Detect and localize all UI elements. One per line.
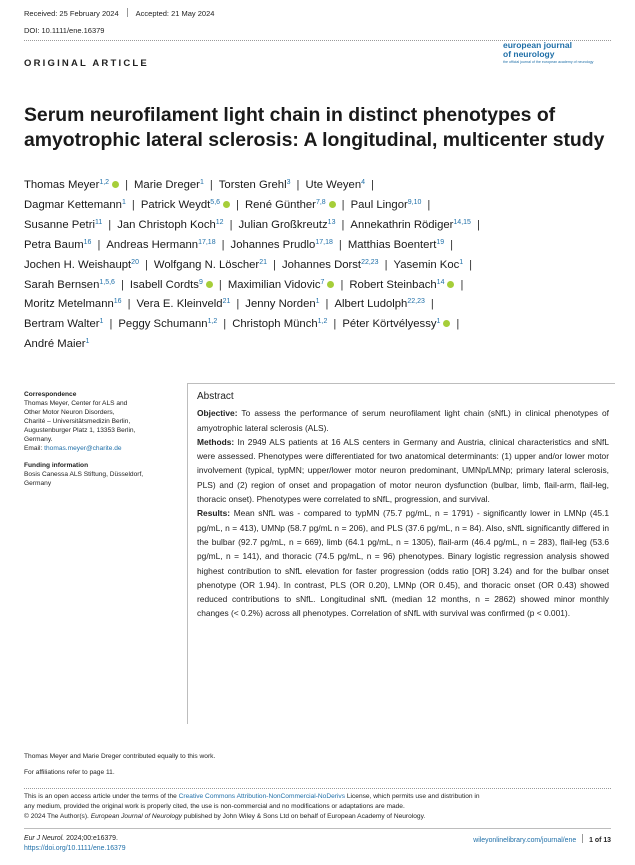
author-separator: | [340,278,344,291]
affiliation-number[interactable]: 11 [94,218,103,226]
orcid-icon[interactable] [223,201,230,208]
author-separator: | [229,218,233,231]
author-separator: | [469,258,473,271]
author-separator: | [125,179,129,191]
author-name-text: Susanne Petri [24,218,95,231]
abstract-methods [197,435,609,506]
author-name-text: Matthias Boentert [347,238,437,251]
author-separator: | [273,258,276,271]
author-name[interactable] [106,239,215,251]
orcid-icon[interactable] [329,201,336,208]
author-line [24,256,614,276]
affiliation-number[interactable]: 13 [327,218,336,226]
author-separator: | [476,218,480,231]
author-separator: | [109,318,113,331]
author-separator: | [223,318,227,331]
doi-header[interactable]: DOI: 10.1111/ene.16379 [24,26,105,35]
correspondence-line: Other Motor Neuron Disorders, [24,409,115,416]
author-name-text: Bertram Walter [24,318,100,331]
author-name[interactable] [282,259,379,271]
license-divider [24,788,611,789]
author-name[interactable] [239,219,336,231]
author-line [24,295,614,315]
author-name[interactable] [231,239,333,251]
sidebar [24,390,174,496]
author-name[interactable] [137,298,231,310]
author-name[interactable] [24,219,102,231]
journal-name: European Journal of Neurology [90,813,182,820]
affiliation-number[interactable]: 17,18 [198,238,216,246]
license-line-2: any medium, provided the original work is properly cited, the use is non-commercial and no modifications or adaptations are made. [24,803,405,810]
author-name-text: Annekathrin Rödiger [350,218,454,231]
author-name[interactable] [342,318,450,330]
author-name-text: André Maier [24,338,86,351]
author-name-text: Moritz Metelmann [24,298,114,311]
author-separator: | [127,298,131,311]
affiliation-number[interactable]: 9,10 [407,198,422,206]
author-line [24,335,614,355]
author-name[interactable] [24,298,122,310]
affiliation-number[interactable]: 1 [459,258,464,266]
logo-tagline: the official journal of the european academy of neurology [503,60,594,64]
author-separator: | [430,298,434,311]
author-name[interactable] [350,219,471,231]
author-line [24,315,614,335]
author-separator: | [427,198,431,211]
equal-contribution-note: Thomas Meyer and Marie Dreger contributed equally to this work. [24,753,216,760]
affiliation-number[interactable]: 7 [320,278,325,286]
author-name-text: Johannes Prudlo [230,238,316,251]
methods-text: In 2949 ALS patients at 16 ALS centers in Germany and Austria, clinical characteristics and sNfL were assessed. Phenotypes were differentiated for two anatomical determinants: (1) upper and/or lower motor involvement (typical, typMN; upper/lower motor neuron predominant, UMNp/LMNp; primary lateral sclerosis, PLS) and (2) region of onset and propagation of motor neuron dysfunction (bulbar, limb, flail-arm, flail-leg, thoracic onset). Phenotypes were correlated to sNfL, progression, and survival. [197,436,610,505]
author-name[interactable] [245,298,319,310]
author-name[interactable] [24,179,119,191]
email-link[interactable]: thomas.meyer@charite.de [44,445,122,452]
funding-line: Germany [24,480,52,487]
logo-line-2: of neurology [503,49,555,59]
author-separator: | [450,238,454,251]
author-name-text: Petra Baum [24,238,84,251]
author-name[interactable] [232,318,327,330]
funding-line: Bosis Canessa ALS Stiftung, Düsseldorf, [24,471,144,478]
author-separator: | [108,218,112,231]
author-name-text: Julian Großkreutz [238,218,328,231]
author-separator: | [236,298,240,311]
author-separator: | [131,198,135,211]
author-name-text: Maximilian Vidovic [227,278,321,291]
author-separator: | [209,179,213,191]
affiliations-note: For affiliations refer to page 11. [24,769,115,776]
journal-site-link[interactable]: wileyonlinelibrary.com/journal/ene [473,837,577,844]
author-name-text: Thomas Meyer [24,179,100,191]
author-name-text: Paul Lingor [350,198,408,211]
license-line-1 [24,792,614,802]
affiliation-number[interactable]: 4 [361,179,366,186]
orcid-icon[interactable] [206,281,213,288]
author-name[interactable] [24,199,126,211]
page-footer [473,834,611,844]
abstract [197,390,609,621]
license-line-3 [24,812,614,822]
affiliation-number[interactable]: 1,2 [207,318,218,326]
author-line [24,176,614,196]
author-name[interactable] [24,259,139,271]
affiliation-number[interactable]: 3 [286,179,291,186]
affiliation-number[interactable]: 19 [436,238,445,246]
author-name[interactable] [117,219,223,231]
author-name[interactable] [334,298,424,310]
author-separator: | [325,298,329,311]
footer-divider [24,828,611,829]
affiliation-number[interactable]: 1 [199,179,204,186]
received-date: Received: 25 February 2024 [24,9,119,18]
journal-abbrev: Eur J Neurol. [24,835,65,842]
author-name[interactable] [118,318,217,330]
author-name-text: Andreas Hermann [106,238,199,251]
author-name-text: René Günther [244,198,316,211]
orcid-icon[interactable] [443,320,450,327]
affiliation-number[interactable]: 21 [259,258,267,266]
author-name-text: Dagmar Kettemann [24,198,122,211]
correspondence-line: Thomas Meyer, Center for ALS and [24,400,128,407]
article-title: Serum neurofilament light chain in distinct phenotypes of amyotrophic lateral sclerosis: A longitudinal, multicenter study [24,104,605,151]
author-name[interactable] [351,199,422,211]
author-name-text: Peggy Schumann [118,318,208,331]
affiliation-number[interactable]: 5,6 [210,198,221,206]
author-name-text: Jochen H. Weishaupt [24,258,132,271]
results-text: Mean sNfL was - compared to typMN (75.7 pg/mL, n = 1791) - significantly lower in LMNp (45.1 pg/mL, n = 413), UMNp (58.7 pg/mL n = 206), and PLS (37.6 pg/mL, n = 84). Also, sNfL significantly differed in the bulbar (92.7 pg/mL, n = 669), limb (64.1 pg/mL, n = 1305), flail-arm (46.4 pg/mL, n = 283), flail-leg (53.6 pg/mL, n = 141), and thoracic (74.5 pg/mL, n = 96) phenotypes. Binary logistic regression analysis showed highest contribution to sNfL elevation for faster progression (odds ratio [OR] 3.24) and for the bulbar onset phenotype (OR 1.94). In contrast, PLS (OR 0.20), LMNp (OR 0.45), and thoracic onset (OR 0.43) showed reduced contributions to sNfL. Longitudinal sNfL (median 12 months, n = 2862) showed minor monthly changes (< 0.2%) across all phenotypes. Correlation of sNfL with survival was confirmed (p < 0.001). [197,508,610,619]
author-name[interactable] [24,318,103,330]
funding-block [24,461,174,488]
author-separator: | [371,179,374,191]
abstract-heading: Abstract [197,391,234,402]
author-name[interactable] [134,179,204,191]
author-separator: | [218,278,222,291]
author-name-text: Jan Christoph Koch [117,218,216,231]
article-type: ORIGINAL ARTICLE [24,58,149,69]
copyright-text: published by John Wiley & Sons Ltd on behalf of European Academy of Neurology. [181,813,426,820]
affiliation-number[interactable]: 22,23 [407,298,425,306]
author-separator: | [296,179,300,191]
author-separator: | [338,238,342,251]
author-name[interactable] [394,259,464,271]
author-name-text: Patrick Weydt [140,198,211,211]
license-text: This is an open access article under the terms of the [24,793,179,800]
affiliation-number[interactable]: 9 [198,278,203,286]
citation-footer [24,834,126,854]
author-line [24,216,614,236]
license-text: License, which permits use and distribution in [345,793,480,800]
affiliation-number[interactable]: 1 [99,318,104,326]
author-separator: | [333,318,337,331]
affiliation-number[interactable]: 14 [436,278,445,286]
affiliation-number[interactable]: 12 [215,218,224,226]
author-name[interactable] [24,239,91,251]
abstract-results [197,506,609,620]
author-list [24,176,614,355]
citation-text: 2024;00:e16379. [64,835,118,842]
author-separator: | [120,278,124,291]
author-name-text: Isabell Cordts [129,278,199,291]
author-separator: | [341,218,345,231]
author-name[interactable] [141,199,230,211]
copyright-text: © 2024 The Author(s). [24,813,91,820]
author-name[interactable] [305,179,365,191]
affiliation-number[interactable]: 1,2 [99,179,110,186]
author-separator: | [460,278,464,291]
author-separator: | [221,238,225,251]
orcid-icon[interactable] [327,281,334,288]
author-name-text: Christoph Münch [232,318,318,331]
affiliation-number[interactable]: 1 [315,298,320,306]
affiliation-number[interactable]: 1 [85,338,90,346]
affiliation-number[interactable]: 16 [83,238,92,246]
author-separator: | [236,198,239,211]
author-name-text: Ute Weyen [305,179,362,191]
author-name[interactable] [245,199,336,211]
author-name[interactable] [228,279,335,291]
orcid-icon[interactable] [112,181,119,188]
author-separator: | [456,318,460,331]
author-separator: | [97,238,101,251]
results-label: Results: [197,508,231,519]
abstract-objective [197,406,609,435]
author-line [24,196,614,216]
license-block [24,792,614,822]
correspondence-line: Augustenburger Platz 1, 13353 Berlin, [24,427,136,434]
author-name-text: Torsten Grehl [218,179,287,191]
author-separator: | [144,258,148,271]
author-name[interactable] [154,259,267,271]
cc-license-link[interactable]: Creative Commons Attribution-NonCommercial-NoDerivs [178,793,346,800]
author-name-text: Robert Steinbach [349,278,437,291]
methods-label: Methods: [197,436,235,447]
author-name[interactable] [24,279,115,291]
author-name-text: Albert Ludolph [334,298,408,311]
affiliation-number[interactable]: 20 [131,258,139,266]
correspondence-line: Charité – Universitätsmedizin Berlin, [24,418,131,425]
email-label: Email: [24,445,43,452]
author-name-text: Wolfgang N. Löscher [153,258,260,271]
orcid-icon[interactable] [447,281,454,288]
author-name-text: Yasemin Koc [393,258,460,271]
author-name[interactable] [219,179,291,191]
funding-heading: Funding information [24,462,89,469]
author-line [24,276,614,296]
correspondence-heading: Correspondence [24,391,77,398]
author-name-text: Marie Dreger [134,179,200,191]
objective-text: To assess the performance of serum neurofilament light chain (sNfL) in clinical phenotypes of amyotrophic lateral sclerosis (ALS). [197,408,609,433]
page-count: 1 of 13 [589,837,611,844]
affiliation-number[interactable]: 1 [436,318,441,326]
author-name-text: Péter Körtvélyessy [342,318,437,331]
author-separator: | [384,258,388,271]
citation-line [24,834,126,844]
affiliation-number[interactable]: 21 [222,298,231,306]
logo-line-1: european journal [503,40,572,50]
author-name[interactable] [349,279,454,291]
affiliation-number[interactable]: 16 [113,298,122,306]
journal-logo [503,41,611,65]
author-separator: | [341,198,345,211]
author-name-text: Johannes Dorst [281,258,362,271]
doi-link[interactable]: https://doi.org/10.1111/ene.16379 [24,845,126,852]
affiliation-number[interactable]: 7,8 [315,198,326,206]
objective-label: Objective: [197,408,238,419]
affiliation-number[interactable]: 1 [121,198,126,206]
author-name-text: Sarah Bernsen [24,278,100,291]
email-row [24,444,174,453]
correspondence-line: Germany. [24,436,53,443]
author-name-text: Jenny Norden [245,298,316,311]
affiliation-number[interactable]: 1,2 [317,318,328,326]
author-name[interactable] [24,338,89,350]
accepted-date: Accepted: 21 May 2024 [135,9,215,18]
correspondence-block [24,390,174,453]
author-line [24,236,614,256]
affiliation-number[interactable]: 14,15 [453,218,471,226]
affiliation-number[interactable]: 1,5,6 [99,278,115,286]
affiliation-number[interactable]: 22,23 [361,258,379,266]
author-name[interactable] [130,279,213,291]
manuscript-dates [24,8,214,18]
author-name-text: Vera E. Kleinveld [136,298,223,311]
author-name[interactable] [348,239,444,251]
affiliation-number[interactable]: 17,18 [315,238,333,246]
